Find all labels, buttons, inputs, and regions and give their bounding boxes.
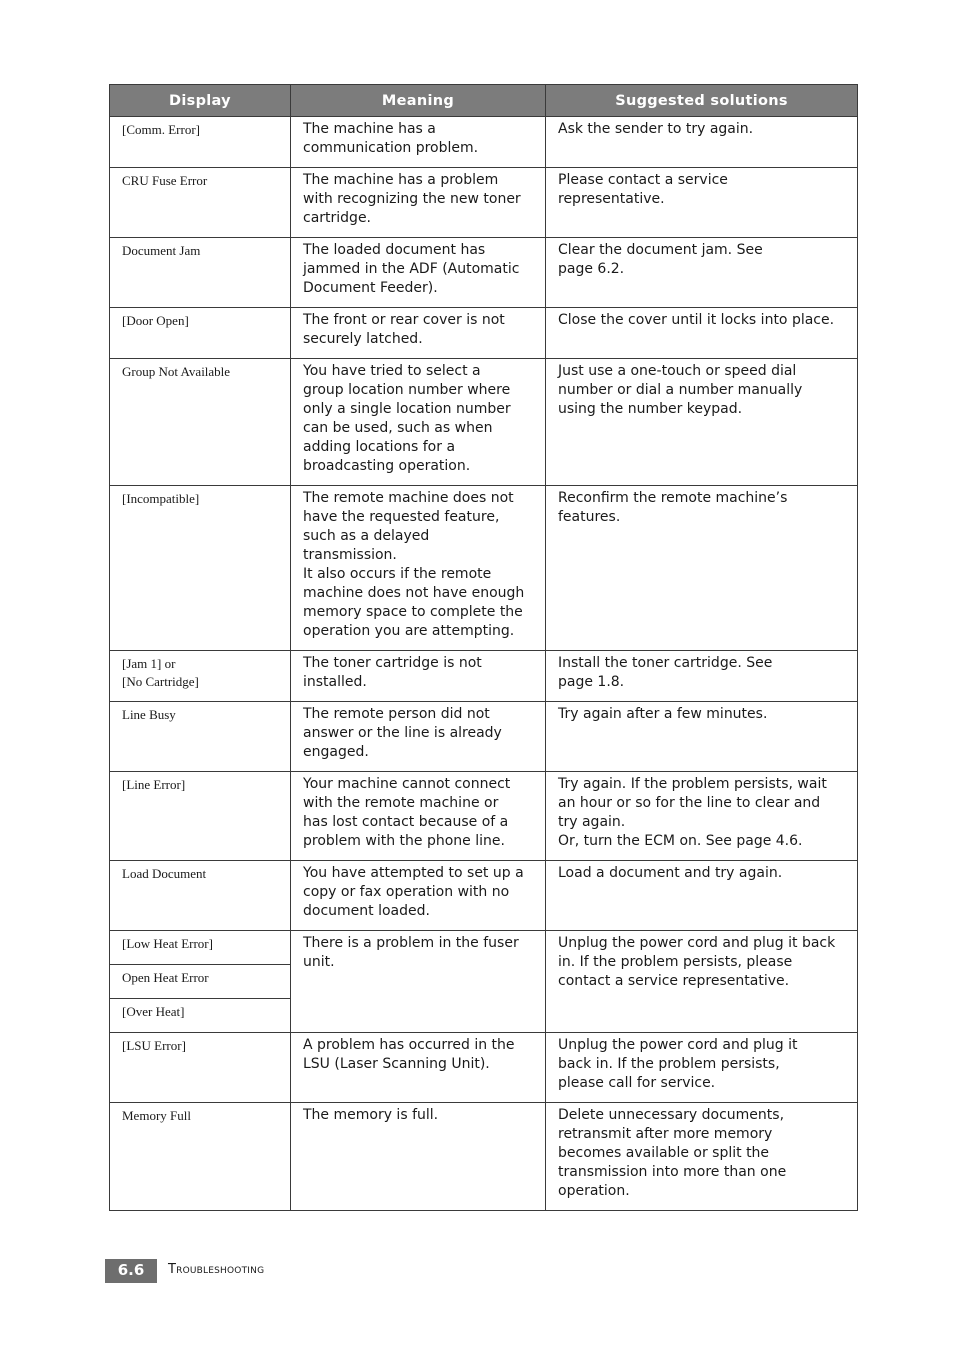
table-row [110, 238, 858, 308]
solution-cell [546, 772, 858, 861]
solution-cell-line: an hour or so for the line to clear and [558, 795, 821, 811]
meaning-cell-line: The loaded document has [303, 242, 486, 258]
solution-cell-line: Please contact a service [558, 172, 728, 188]
meaning-cell-line: The front or rear cover is not [303, 312, 505, 328]
display-cell [110, 308, 291, 359]
solution-cell [546, 651, 858, 702]
meaning-cell-line: memory space to complete the [303, 604, 523, 620]
meaning-cell [291, 651, 546, 702]
display-cell [110, 702, 291, 772]
meaning-cell [291, 238, 546, 308]
table-row [110, 651, 858, 702]
meaning-cell-line: communication problem. [303, 140, 479, 156]
solution-cell-line: Clear the document jam. See [558, 242, 763, 258]
meaning-cell [291, 702, 546, 772]
display-cell-line: [Jam 1] or [122, 656, 176, 671]
solution-cell-line: Try again. If the problem persists, wait [558, 776, 827, 792]
display-cell: [Low Heat Error] [110, 931, 291, 965]
meaning-cell-line: The machine has a [303, 121, 436, 137]
solution-cell-line: please call for service. [558, 1075, 716, 1091]
error-message-table [109, 84, 858, 1211]
display-cell-line: [LSU Error] [122, 1038, 186, 1053]
table-row [110, 931, 858, 965]
meaning-cell-line: only a single location number [303, 401, 511, 417]
meaning-cell-line: The remote person did not [303, 706, 490, 722]
solution-cell-line: Just use a one-touch or speed dial [558, 363, 797, 379]
display-cell-line: Group Not Available [122, 364, 231, 379]
table-row [110, 117, 858, 168]
display-cell [110, 772, 291, 861]
solution-cell-line: number or dial a number manually [558, 382, 803, 398]
meaning-cell [291, 1033, 546, 1103]
meaning-cell-line: cartridge. [303, 210, 372, 226]
meaning-cell-line: unit. [303, 954, 335, 970]
solution-cell-line: page 6.2. [558, 261, 625, 277]
meaning-cell-line: problem with the phone line. [303, 833, 505, 849]
solution-cell [546, 1103, 858, 1211]
meaning-cell [291, 772, 546, 861]
header-display: Display [110, 85, 291, 117]
solution-cell-line: Or, turn the ECM on. See page 4.6. [558, 833, 803, 849]
table-row [110, 772, 858, 861]
meaning-cell-line: The toner cartridge is not [303, 655, 482, 671]
meaning-cell-line: You have attempted to set up a [303, 865, 524, 881]
meaning-cell-line: You have tried to select a [303, 363, 481, 379]
meaning-cell-line: have the requested feature, [303, 509, 500, 525]
solution-cell [546, 1033, 858, 1103]
solution-cell-line: representative. [558, 191, 665, 207]
meaning-cell-line: can be used, such as when [303, 420, 493, 436]
solution-cell-line: Close the cover until it locks into place. [558, 312, 835, 328]
solution-cell-line: Load a document and try again. [558, 865, 783, 881]
meaning-cell-line: Document Feeder). [303, 280, 438, 296]
display-cell-line: Memory Full [122, 1108, 191, 1123]
meaning-cell-line: document loaded. [303, 903, 430, 919]
meaning-cell-line: It also occurs if the remote [303, 566, 492, 582]
display-cell-line: Document Jam [122, 243, 201, 258]
display-cell [110, 861, 291, 931]
meaning-cell [291, 1103, 546, 1211]
meaning-cell-line: has lost contact because of a [303, 814, 509, 830]
display-cell [110, 117, 291, 168]
meaning-cell-line: LSU (Laser Scanning Unit). [303, 1056, 490, 1072]
display-cell-line: Load Document [122, 866, 207, 881]
meaning-cell-line: securely latched. [303, 331, 423, 347]
display-cell [110, 359, 291, 486]
table-row [110, 486, 858, 651]
meaning-cell-line: with the remote machine or [303, 795, 499, 811]
display-cell [110, 651, 291, 702]
display-cell-line: [Incompatible] [122, 491, 200, 506]
display-cell [110, 238, 291, 308]
solution-cell-line: retransmit after more memory [558, 1126, 773, 1142]
meaning-cell [291, 117, 546, 168]
meaning-cell-line: answer or the line is already [303, 725, 502, 741]
solution-cell-line: features. [558, 509, 621, 525]
solution-cell-line: Ask the sender to try again. [558, 121, 754, 137]
solution-cell-line: becomes available or split the [558, 1145, 770, 1161]
solution-cell [546, 861, 858, 931]
solution-cell-line: page 1.8. [558, 674, 625, 690]
meaning-cell-line: The memory is full. [303, 1107, 439, 1123]
solution-cell-line: operation. [558, 1183, 630, 1199]
display-cell-line: Line Busy [122, 707, 176, 722]
meaning-cell-line: machine does not have enough [303, 585, 525, 601]
solution-cell-line: transmission into more than one [558, 1164, 787, 1180]
solution-cell-line: contact a service representative. [558, 973, 790, 989]
solution-cell-line: Reconfirm the remote machine’s [558, 490, 788, 506]
meaning-cell-line: copy or fax operation with no [303, 884, 510, 900]
display-cell-line: [Comm. Error] [122, 122, 200, 137]
meaning-cell-line: adding locations for a [303, 439, 456, 455]
meaning-cell [291, 168, 546, 238]
table-row [110, 702, 858, 772]
meaning-cell-line: The machine has a problem [303, 172, 499, 188]
meaning-cell-line: with recognizing the new toner [303, 191, 521, 207]
meaning-cell-line: Your machine cannot connect [303, 776, 511, 792]
table-row [110, 1103, 858, 1211]
solution-cell-line: in. If the problem persists, please [558, 954, 793, 970]
solution-cell [546, 486, 858, 651]
display-cell-line: [Door Open] [122, 313, 189, 328]
meaning-cell [291, 931, 546, 1033]
section-title: Troubleshooting [168, 1262, 265, 1277]
display-cell [110, 1033, 291, 1103]
page-number-badge: 6.6 [105, 1259, 157, 1283]
display-cell-line: [No Cartridge] [122, 674, 199, 689]
meaning-cell-line: installed. [303, 674, 367, 690]
meaning-cell-line: such as a delayed [303, 528, 430, 544]
meaning-cell [291, 861, 546, 931]
table-header-row [110, 85, 858, 117]
solution-cell [546, 359, 858, 486]
meaning-cell-line: transmission. [303, 547, 397, 563]
meaning-cell-line: A problem has occurred in the [303, 1037, 515, 1053]
display-cell [110, 168, 291, 238]
table-row [110, 168, 858, 238]
solution-cell [546, 238, 858, 308]
solution-cell [546, 117, 858, 168]
table-row [110, 359, 858, 486]
meaning-cell [291, 486, 546, 651]
display-cell-line: [Line Error] [122, 777, 186, 792]
table-row [110, 308, 858, 359]
meaning-cell-line: The remote machine does not [303, 490, 514, 506]
display-cell: [Over Heat] [110, 999, 291, 1033]
solution-cell [546, 308, 858, 359]
meaning-cell-line: engaged. [303, 744, 369, 760]
meaning-cell-line: broadcasting operation. [303, 458, 471, 474]
solution-cell-line: Try again after a few minutes. [558, 706, 768, 722]
display-cell [110, 486, 291, 651]
solution-cell [546, 702, 858, 772]
display-cell [110, 1103, 291, 1211]
meaning-cell-line: jammed in the ADF (Automatic [303, 261, 520, 277]
solution-cell-line: try again. [558, 814, 626, 830]
solution-cell-line: using the number keypad. [558, 401, 743, 417]
meaning-cell [291, 308, 546, 359]
solution-cell-line: Delete unnecessary documents, [558, 1107, 785, 1123]
meaning-cell [291, 359, 546, 486]
meaning-cell-line: group location number where [303, 382, 511, 398]
table-row [110, 861, 858, 931]
solution-cell [546, 168, 858, 238]
solution-cell-line: back in. If the problem persists, [558, 1056, 780, 1072]
solution-cell-line: Unplug the power cord and plug it [558, 1037, 798, 1053]
table-row [110, 1033, 858, 1103]
solution-cell [546, 931, 858, 1033]
display-cell: Open Heat Error [110, 965, 291, 999]
header-suggested-solutions: Suggested solutions [546, 85, 858, 117]
meaning-cell-line: There is a problem in the fuser [303, 935, 519, 951]
solution-cell-line: Unplug the power cord and plug it back [558, 935, 836, 951]
meaning-cell-line: operation you are attempting. [303, 623, 515, 639]
solution-cell-line: Install the toner cartridge. See [558, 655, 773, 671]
header-meaning: Meaning [291, 85, 546, 117]
display-cell-line: CRU Fuse Error [122, 173, 208, 188]
